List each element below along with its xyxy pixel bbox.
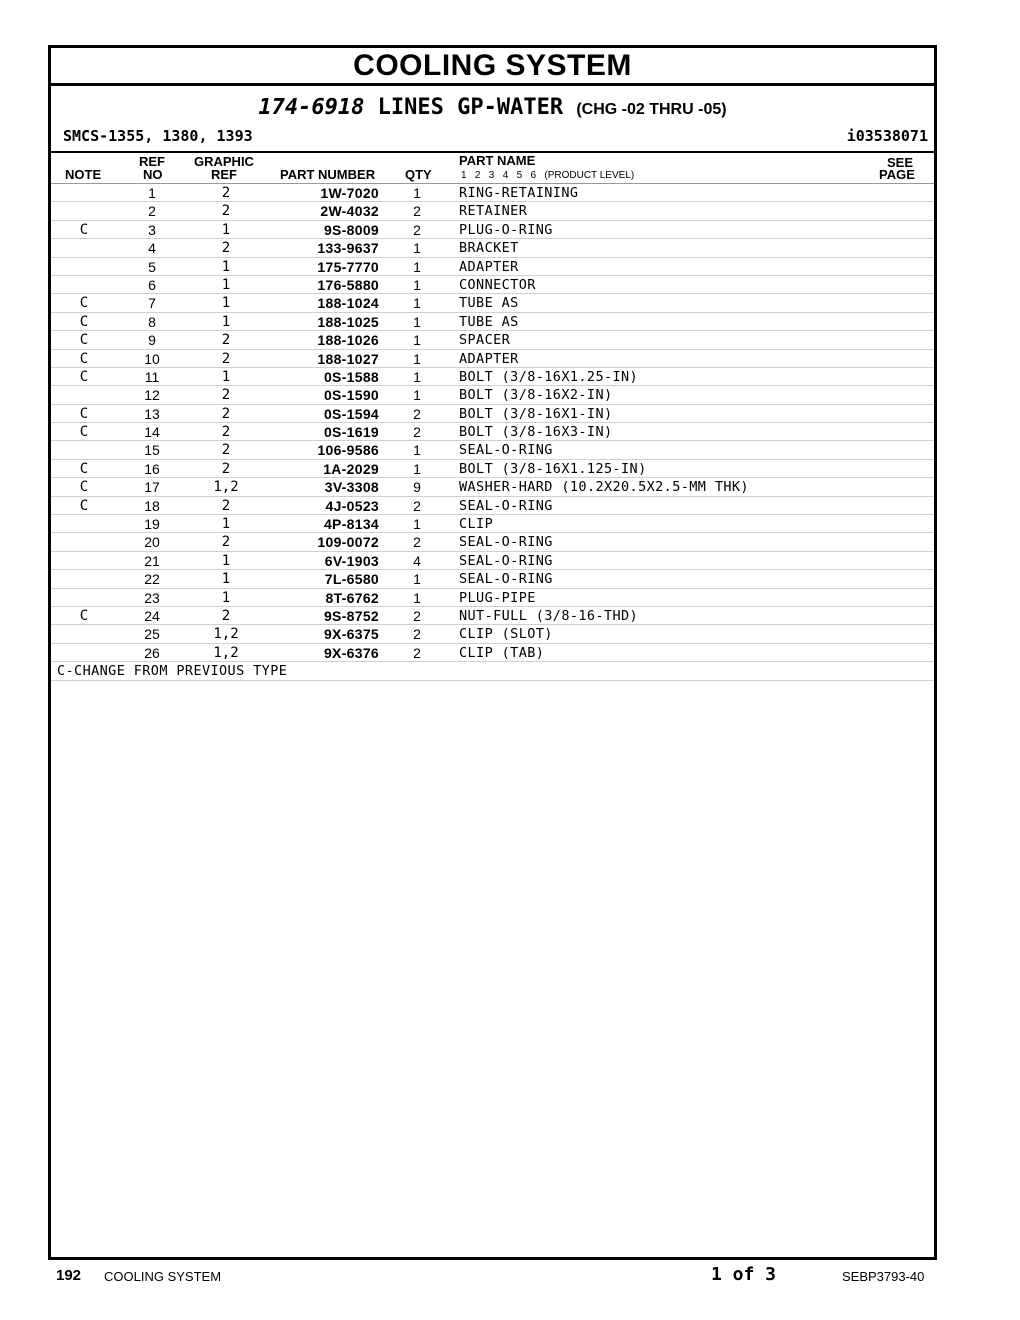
row-graphic-ref: 2 xyxy=(221,185,231,201)
row-part-name: TUBE AS xyxy=(459,295,519,312)
row-qty: 1 xyxy=(413,240,421,257)
row-ref-no: 25 xyxy=(144,626,160,643)
col-graphic-ref-line1: GRAPHIC xyxy=(194,154,254,169)
row-ref-no: 6 xyxy=(148,276,156,293)
row-graphic-ref: 1,2 xyxy=(213,644,239,661)
row-graphic-ref: 2 xyxy=(221,387,231,404)
row-part-name: NUT-FULL (3/8-16-THD) xyxy=(459,607,639,624)
row-ref-no: 21 xyxy=(144,552,160,569)
table-row xyxy=(51,497,934,515)
row-part-name: SEAL-O-RING xyxy=(459,552,553,569)
row-ref-no: 23 xyxy=(144,589,160,606)
row-part-number: 9S-8009 xyxy=(323,221,379,238)
row-part-number: 176-5880 xyxy=(317,276,379,293)
table-row xyxy=(51,515,934,533)
row-ref-no: 11 xyxy=(144,368,160,385)
row-qty: 1 xyxy=(413,332,421,349)
row-part-number: 0S-1588 xyxy=(323,368,379,385)
row-qty: 1 xyxy=(413,460,421,477)
row-part-name: TUBE AS xyxy=(459,313,519,330)
smcs-row xyxy=(51,124,934,153)
table-row xyxy=(51,625,934,643)
parts-list xyxy=(51,184,934,662)
col-ref-no-line1: REF xyxy=(139,154,165,169)
table-row xyxy=(51,184,934,202)
row-graphic-ref: 2 xyxy=(221,405,231,422)
row-ref-no: 9 xyxy=(148,332,156,349)
row-note: C xyxy=(79,350,89,367)
row-part-name: WASHER-HARD (10.2X20.5X2.5-MM THK) xyxy=(459,479,749,496)
row-part-number: 188-1027 xyxy=(317,350,379,367)
row-graphic-ref: 1 xyxy=(221,368,231,385)
row-ref-no: 8 xyxy=(148,313,156,330)
row-qty: 1 xyxy=(413,571,421,588)
table-row xyxy=(51,276,934,294)
row-part-name: CLIP (TAB) xyxy=(459,644,545,661)
row-ref-no: 18 xyxy=(144,497,160,514)
row-part-name: SEAL-O-RING xyxy=(459,571,553,588)
section-title: COOLING SYSTEM xyxy=(51,48,934,86)
row-graphic-ref: 1,2 xyxy=(213,626,239,643)
column-header xyxy=(51,153,934,184)
row-graphic-ref: 1 xyxy=(221,313,231,330)
row-graphic-ref: 1 xyxy=(221,258,231,275)
row-note: C xyxy=(79,424,89,441)
table-row xyxy=(51,533,934,551)
row-graphic-ref: 2 xyxy=(221,240,231,257)
row-qty: 1 xyxy=(413,442,421,459)
row-part-number: 188-1024 xyxy=(317,295,379,312)
row-note: C xyxy=(79,332,89,349)
row-part-number: 3V-3308 xyxy=(324,479,379,496)
row-part-number: 109-0072 xyxy=(317,534,379,551)
row-part-name: PLUG-PIPE xyxy=(459,589,536,606)
row-ref-no: 3 xyxy=(148,221,156,238)
row-graphic-ref: 1,2 xyxy=(213,479,239,496)
row-graphic-ref: 2 xyxy=(221,203,231,220)
row-part-name: CLIP xyxy=(459,516,494,533)
row-part-number: 8T-6762 xyxy=(325,589,379,606)
group-name: LINES GP-WATER xyxy=(377,95,564,120)
row-graphic-ref: 2 xyxy=(221,534,231,551)
row-part-number: 1W-7020 xyxy=(320,185,379,201)
row-part-number: 133-9637 xyxy=(317,240,379,257)
group-part-number: 174-6918 xyxy=(258,95,365,120)
row-qty: 1 xyxy=(413,387,421,404)
col-ref-no-line2: NO xyxy=(143,167,163,182)
row-part-name: SEAL-O-RING xyxy=(459,442,553,459)
table-row xyxy=(51,460,934,478)
row-ref-no: 26 xyxy=(144,644,160,661)
row-qty: 1 xyxy=(413,295,421,312)
change-range: (CHG -02 THRU -05) xyxy=(576,101,727,118)
row-part-name: ADAPTER xyxy=(459,258,519,275)
row-graphic-ref: 2 xyxy=(221,460,231,477)
row-part-name: SEAL-O-RING xyxy=(459,497,553,514)
table-row xyxy=(51,239,934,257)
col-note: NOTE xyxy=(65,167,102,182)
col-part-name: PART NAME xyxy=(459,153,536,168)
row-qty: 2 xyxy=(413,424,421,441)
col-qty: QTY xyxy=(405,167,432,182)
row-part-number: 4P-8134 xyxy=(323,516,379,533)
row-qty: 1 xyxy=(413,313,421,330)
table-row xyxy=(51,423,934,441)
row-part-name: BOLT (3/8-16X1-IN) xyxy=(459,405,613,422)
page-number: 192 xyxy=(56,1267,82,1284)
footer-section: COOLING SYSTEM xyxy=(104,1269,222,1284)
row-ref-no: 4 xyxy=(148,240,156,257)
row-part-name: ADAPTER xyxy=(459,350,519,367)
row-part-number: 4J-0523 xyxy=(325,497,379,514)
row-part-number: 0S-1594 xyxy=(323,405,379,422)
col-see-page-line1: SEE xyxy=(887,155,914,170)
row-part-name: RETAINER xyxy=(459,203,528,220)
row-graphic-ref: 1 xyxy=(221,571,231,588)
row-qty: 2 xyxy=(413,497,421,514)
row-note: C xyxy=(79,460,89,477)
row-qty: 2 xyxy=(413,405,421,422)
row-part-number: 1A-2029 xyxy=(323,460,379,477)
document-id: i03538071 xyxy=(846,127,928,145)
row-part-number: 188-1025 xyxy=(317,313,379,330)
parts-page-frame xyxy=(48,45,937,1260)
table-row xyxy=(51,644,934,662)
row-graphic-ref: 2 xyxy=(221,497,231,514)
row-note: C xyxy=(79,479,89,496)
row-qty: 1 xyxy=(413,276,421,293)
row-ref-no: 14 xyxy=(144,424,160,441)
row-part-number: 9S-8752 xyxy=(323,607,379,624)
row-part-name: BOLT (3/8-16X3-IN) xyxy=(459,424,613,441)
row-graphic-ref: 2 xyxy=(221,424,231,441)
table-row xyxy=(51,202,934,220)
row-ref-no: 13 xyxy=(144,405,160,422)
row-note: C xyxy=(79,221,89,238)
row-qty: 1 xyxy=(413,350,421,367)
table-row xyxy=(51,331,934,349)
row-ref-no: 12 xyxy=(144,387,160,404)
row-qty: 9 xyxy=(413,479,421,496)
col-graphic-ref-line2: REF xyxy=(211,167,237,182)
row-part-number: 188-1026 xyxy=(317,332,379,349)
row-qty: 4 xyxy=(413,552,421,569)
row-graphic-ref: 2 xyxy=(221,442,231,459)
row-part-number: 2W-4032 xyxy=(320,203,379,220)
table-row xyxy=(51,294,934,312)
table-row xyxy=(51,405,934,423)
row-ref-no: 16 xyxy=(144,460,160,477)
row-graphic-ref: 2 xyxy=(221,332,231,349)
row-part-name: BOLT (3/8-16X1.125-IN) xyxy=(459,460,647,477)
row-graphic-ref: 1 xyxy=(221,221,231,238)
row-ref-no: 22 xyxy=(144,571,160,588)
row-graphic-ref: 2 xyxy=(221,607,231,624)
row-qty: 2 xyxy=(413,626,421,643)
row-part-name: PLUG-O-RING xyxy=(459,221,553,238)
row-part-number: 0S-1619 xyxy=(323,424,379,441)
row-qty: 2 xyxy=(413,203,421,220)
table-row xyxy=(51,350,934,368)
table-row xyxy=(51,552,934,570)
row-part-name: BOLT (3/8-16X2-IN) xyxy=(459,387,613,404)
col-part-number: PART NUMBER xyxy=(280,167,376,182)
row-part-name: SEAL-O-RING xyxy=(459,534,553,551)
table-row xyxy=(51,313,934,331)
col-product-level: 1 2 3 4 5 6 (PRODUCT LEVEL) xyxy=(461,170,635,181)
row-note: C xyxy=(79,405,89,422)
table-row xyxy=(51,386,934,404)
row-part-name: CLIP (SLOT) xyxy=(459,626,553,643)
smcs-codes: SMCS-1355, 1380, 1393 xyxy=(63,127,253,145)
row-part-name: BOLT (3/8-16X1.25-IN) xyxy=(459,368,639,385)
row-part-name: RING-RETAINING xyxy=(459,185,579,201)
table-row xyxy=(51,441,934,459)
row-graphic-ref: 1 xyxy=(221,552,231,569)
row-note: C xyxy=(79,607,89,624)
table-row xyxy=(51,221,934,239)
row-graphic-ref: 1 xyxy=(221,295,231,312)
row-note: C xyxy=(79,497,89,514)
row-part-number: 175-7770 xyxy=(317,258,379,275)
row-ref-no: 7 xyxy=(148,295,156,312)
row-ref-no: 5 xyxy=(148,258,156,275)
row-note: C xyxy=(79,368,89,385)
row-qty: 1 xyxy=(413,185,421,201)
row-ref-no: 2 xyxy=(148,203,156,220)
table-row xyxy=(51,258,934,276)
row-qty: 2 xyxy=(413,644,421,661)
row-graphic-ref: 1 xyxy=(221,589,231,606)
row-graphic-ref: 2 xyxy=(221,350,231,367)
row-part-number: 9X-6376 xyxy=(323,644,379,661)
document-number: SEBP3793-40 xyxy=(842,1269,925,1284)
row-qty: 2 xyxy=(413,534,421,551)
page-of-count: 1 of 3 xyxy=(711,1264,777,1285)
row-note: C xyxy=(79,313,89,330)
row-part-name: SPACER xyxy=(459,332,511,349)
row-ref-no: 20 xyxy=(144,534,160,551)
row-part-number: 6V-1903 xyxy=(324,552,379,569)
row-qty: 2 xyxy=(413,221,421,238)
row-ref-no: 10 xyxy=(144,350,160,367)
row-ref-no: 19 xyxy=(144,516,160,533)
col-see-page-line2: PAGE xyxy=(879,167,915,182)
row-ref-no: 15 xyxy=(144,442,160,459)
table-row xyxy=(51,607,934,625)
row-part-number: 106-9586 xyxy=(317,442,379,459)
row-qty: 1 xyxy=(413,368,421,385)
row-qty: 1 xyxy=(413,258,421,275)
row-qty: 2 xyxy=(413,607,421,624)
row-note: C xyxy=(79,295,89,312)
row-part-number: 7L-6580 xyxy=(324,571,379,588)
row-part-number: 0S-1590 xyxy=(323,387,379,404)
group-heading xyxy=(51,86,934,124)
row-graphic-ref: 1 xyxy=(221,276,231,293)
row-ref-no: 1 xyxy=(148,185,156,201)
change-note: C-CHANGE FROM PREVIOUS TYPE xyxy=(57,663,288,680)
row-part-number: 9X-6375 xyxy=(323,626,379,643)
row-ref-no: 17 xyxy=(144,479,160,496)
table-row xyxy=(51,570,934,588)
row-qty: 1 xyxy=(413,589,421,606)
table-row xyxy=(51,478,934,496)
row-ref-no: 24 xyxy=(144,607,160,624)
table-row xyxy=(51,368,934,386)
row-part-name: CONNECTOR xyxy=(459,276,536,293)
row-qty: 1 xyxy=(413,516,421,533)
change-note-row xyxy=(51,662,934,680)
row-graphic-ref: 1 xyxy=(221,516,231,533)
table-row xyxy=(51,589,934,607)
row-part-name: BRACKET xyxy=(459,240,519,257)
page-footer xyxy=(0,1264,1020,1288)
